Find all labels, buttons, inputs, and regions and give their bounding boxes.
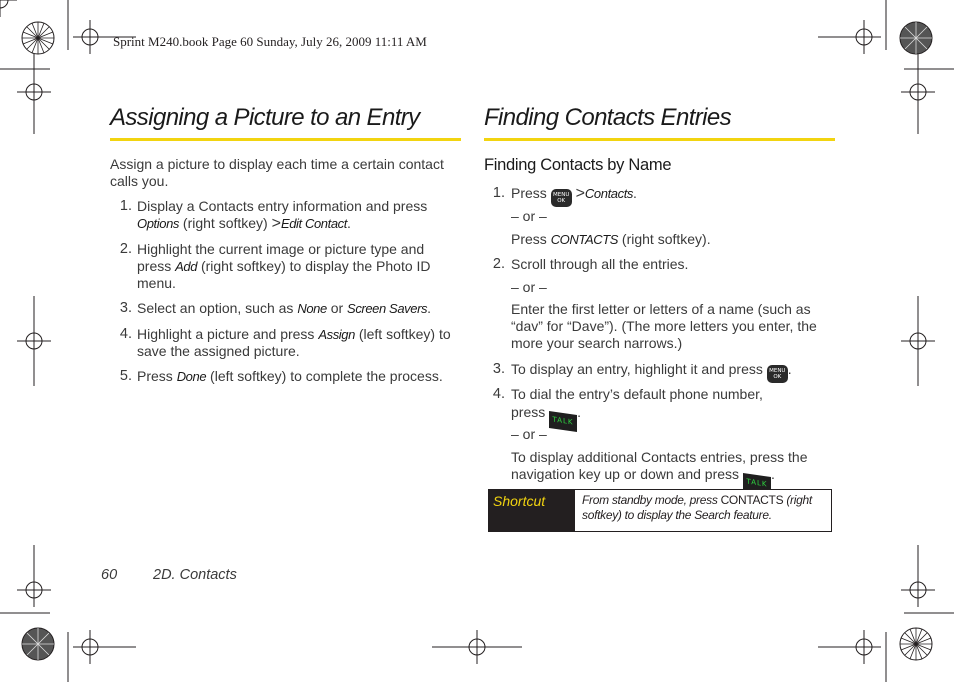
right-heading: Finding Contacts Entries [484, 104, 732, 131]
ui-label-assign: Assign [318, 327, 355, 342]
section-title: 2D. Contacts [153, 567, 237, 583]
step-text: or [326, 300, 348, 316]
step-text: press [511, 404, 550, 420]
right-step-2-alt [511, 301, 841, 352]
left-step-2 [137, 241, 467, 292]
step-number: 1. [492, 185, 505, 201]
page-number: 60 [101, 567, 118, 583]
right-step-1 [511, 185, 841, 207]
ui-label-edit-contact: Edit Contact [280, 216, 347, 231]
intro-line-2: calls you. [110, 173, 169, 189]
intro-line-1: Assign a picture to display each time a certain contact [110, 156, 444, 172]
ui-label-screen-savers: Screen Savers [347, 301, 428, 316]
step-text: (right softkey) to display the Photo ID [197, 258, 431, 274]
step-number: 3. [119, 300, 132, 316]
step-text: . [427, 300, 431, 316]
step-text: Highlight the current image or picture type and [137, 241, 425, 257]
ui-label-contacts: Contacts [584, 186, 634, 201]
right-step-2: Scroll through all the entries. [511, 256, 689, 272]
step-text: . [770, 466, 775, 482]
step-text: more your search narrows.) [511, 335, 683, 351]
step-text: Select an option, such as [137, 300, 298, 316]
step-text: press [137, 258, 176, 274]
left-step-3 [137, 300, 467, 317]
step-text: Highlight a picture and press [137, 326, 319, 342]
right-step-4-alt [511, 449, 841, 492]
right-heading-rule [484, 138, 835, 141]
left-step-5 [137, 368, 467, 385]
step-text: . [577, 404, 582, 420]
step-number: 4. [492, 386, 505, 402]
left-step-4 [137, 326, 467, 360]
step-text: Press [511, 185, 551, 201]
ui-label-done: Done [176, 369, 207, 384]
step-number: 5. [119, 368, 132, 384]
step-text: From standby mode, press [582, 493, 721, 507]
step-text: Display a Contacts entry information and press [137, 198, 428, 214]
menu-ok-key-icon: MENU OK [767, 365, 788, 383]
shortcut-text [582, 493, 827, 523]
step-number: 1. [119, 198, 132, 214]
step-text: menu. [137, 275, 176, 291]
step-text: softkey) to display the Search feature. [582, 508, 772, 522]
or-separator: – or – [511, 279, 547, 295]
step-number: 4. [119, 326, 132, 342]
menu-ok-key-icon: MENU OK [551, 189, 572, 207]
step-text: “dav” for “Dave”). (The more letters you enter, the [511, 318, 817, 334]
step-text: . [787, 361, 792, 377]
talk-key-icon: TALK [549, 411, 577, 432]
left-heading-rule [110, 138, 461, 141]
left-step-1 [137, 198, 467, 232]
menu-arrow: > [271, 215, 281, 232]
step-text: (right softkey) [179, 215, 272, 231]
step-text: Enter the first letter or letters of a name (such as [511, 301, 811, 317]
step-text: navigation key up or down and press [511, 466, 743, 482]
or-separator: – or – [511, 208, 547, 224]
left-heading: Assigning a Picture to an Entry [110, 104, 420, 131]
ui-label-none: None [297, 301, 327, 316]
step-text: (right softkey). [618, 231, 711, 247]
right-step-4 [511, 386, 841, 430]
step-text: (right [783, 493, 812, 507]
talk-key-icon: TALK [743, 473, 771, 494]
right-step-1-alt [511, 231, 841, 248]
left-intro [110, 156, 465, 190]
step-text: Press [511, 231, 551, 247]
subheading: Finding Contacts by Name [484, 156, 672, 174]
step-text: To dial the entry’s default phone number, [511, 386, 763, 402]
step-text: . [346, 215, 351, 231]
step-text: save the assigned picture. [137, 343, 300, 359]
step-text: (left softkey) to [354, 326, 451, 342]
step-number: 3. [492, 361, 505, 377]
or-separator: – or – [511, 426, 547, 442]
shortcut-box [488, 489, 832, 532]
step-number: 2. [119, 241, 132, 257]
print-slug: Sprint M240.book Page 60 Sunday, July 26, 2009 11:11 AM [113, 34, 427, 49]
ui-label-options: Options [137, 216, 180, 231]
step-text: Press [137, 368, 177, 384]
step-text: . [633, 185, 637, 201]
right-step-3 [511, 361, 841, 383]
ui-label-contacts-caps: CONTACTS [720, 493, 784, 507]
step-number: 2. [492, 256, 505, 272]
ui-label-add: Add [175, 259, 198, 274]
ui-label-contacts-softkey: CONTACTS [550, 232, 619, 247]
step-text: (left softkey) to complete the process. [206, 368, 443, 384]
shortcut-label: Shortcut [489, 490, 575, 531]
menu-arrow: > [575, 185, 585, 202]
step-text: To display an entry, highlight it and press [511, 361, 767, 377]
step-text: To display additional Contacts entries, press the [511, 449, 808, 465]
